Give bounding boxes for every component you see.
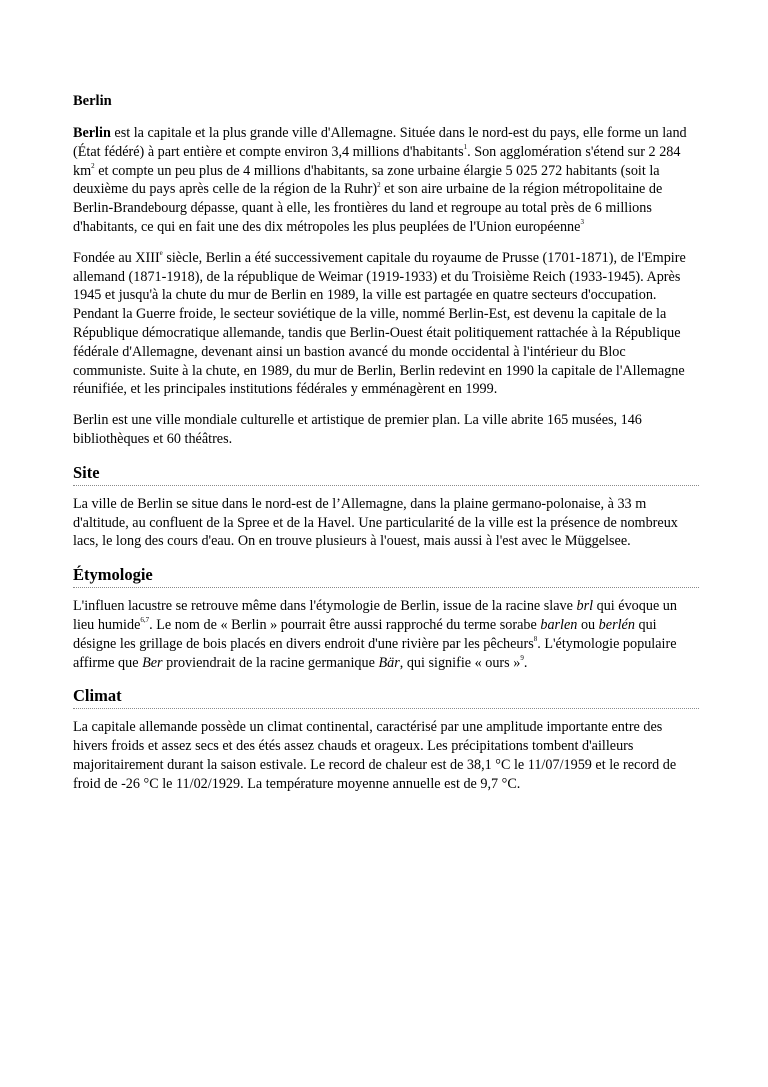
section-heading-etymologie: Étymologie: [73, 565, 699, 588]
intro-p1-text-3: et compte un peu plus de 4 millions d'habitants, sa zone urbaine élargie 5 025 272 habitants (soit la deuxième du pays après celle de la région de la Ruhr): [73, 162, 660, 198]
intro-p1-text-4: et son aire urbaine de la région métropolitaine de Berlin-Brandebourg dépasse, quant à elle, les frontières du land et regroupe au total près de 6 millions d'habitants, ce qui en fait une des dix métropoles les plus peuplées de l'Union européenne: [73, 181, 663, 235]
intro-p1-text-2: . Son agglomération s'étend sur 2 284 km: [73, 143, 681, 179]
etymologie-paragraph: [73, 597, 699, 672]
etym-italic-term: brl: [576, 598, 594, 615]
footnote-ref: 3: [580, 218, 584, 227]
intro-lead-bold: Berlin: [73, 125, 111, 141]
section-heading-climat: Climat: [73, 686, 699, 709]
intro-paragraph-2: [73, 249, 699, 399]
intro-p2-text-2: siècle, Berlin a été successivement capitale du royaume de Prusse (1701-1871), de l'Empire allemand (1871-1918), de la république de Weimar (1919-1933) et du Troisième Reich (1933-1945). Après 1945 et jusqu'à la chute du mur de Berlin en 1989, la ville est partagée en quatre secteurs d'occupation. Pendant la Guerre froide, le secteur soviétique de la ville, nommé Berlin-Est, est devenu la capitale de la République démocratique allemande, tandis que Berlin-Ouest était politiquement rattachée à la République fédérale d'Allemagne, devenant ainsi un bastion avancé du monde occidental à l'intérieur du Bloc communiste. Suite à la chute, en 1989, du mur de Berlin, Berlin redevint en 1990 la capitale de l'Allemagne réunifiée, et les principales institutions fédérales y emménagèrent en 1999.: [73, 249, 686, 398]
intro-paragraph-1: [73, 124, 699, 237]
superscript-squared: 2: [91, 161, 95, 170]
section-heading-site: Site: [73, 463, 699, 486]
footnote-ref: 6,7: [140, 616, 150, 625]
etym-text-9: .: [523, 654, 528, 671]
etym-text-6: . L'étymologie populaire affirme que: [73, 635, 677, 671]
climat-paragraph: La capitale allemande possède un climat continental, caractérisé par une amplitude importante entre des hivers froids et assez secs et des étés assez chauds et orageux. Les précipitations tombent d'ailleurs majoritairement durant la saison estivale. Le record de chaleur est de 38,1 °C le 11/07/1959 et le record de froid de -26 °C le 11/02/1929. La température moyenne annuelle est de 9,7 °C.: [73, 719, 677, 792]
etym-text-2: qui évoque un lieu humide: [73, 598, 677, 633]
footnote-ref: 1: [463, 143, 468, 152]
etym-italic-term: Bär: [378, 654, 400, 671]
document-title: Berlin: [73, 93, 112, 109]
footnote-ref: 2: [377, 180, 381, 189]
etym-text-8: , qui signifie « ours »: [399, 654, 521, 671]
etym-text-5: qui désigne les grillage de bois placés en divers endroit d'une rivière par les pêcheurs: [73, 616, 657, 652]
etym-italic-term: berlén: [598, 616, 635, 633]
intro-paragraph-3: Berlin est une ville mondiale culturelle et artistique de premier plan. La ville abrite 165 musées, 146 bibliothèques et 60 théâtres.: [73, 412, 642, 447]
etym-text-4: ou: [577, 616, 599, 633]
superscript-century: e: [159, 249, 163, 258]
etym-text-3: . Le nom de « Berlin » pourrait être aussi rapproché du terme sorabe: [149, 616, 541, 633]
etym-italic-term: barlen: [540, 616, 578, 633]
footnote-ref: 9: [520, 653, 524, 662]
etym-italic-term: Ber: [142, 654, 163, 671]
footnote-ref: 8: [533, 635, 538, 643]
intro-p1-text-1: est la capitale et la plus grande ville d'Allemagne. Située dans le nord-est du pays, elle forme un land (État fédéré) à part entière et compte environ 3,4 millions d'habitants: [73, 125, 687, 160]
etym-text-7: proviendrait de la racine germanique: [162, 654, 379, 671]
document-body: [73, 92, 699, 794]
etym-text-1: L'influen lacustre se retrouve même dans l'étymologie de Berlin, issue de la racine slave: [73, 598, 577, 615]
intro-p2-text-1: Fondée au XIII: [73, 249, 160, 266]
site-paragraph: La ville de Berlin se situe dans le nord-est de l’Allemagne, dans la plaine germano-polonaise, à 33 m d'altitude, au confluent de la Spree et de la Havel. Une particularité de la ville est la présence de nombreux lacs, le long des cours d'eau. On en trouve plusieurs à l'ouest, mais aussi à l'est avec le Müggelsee.: [73, 495, 678, 550]
